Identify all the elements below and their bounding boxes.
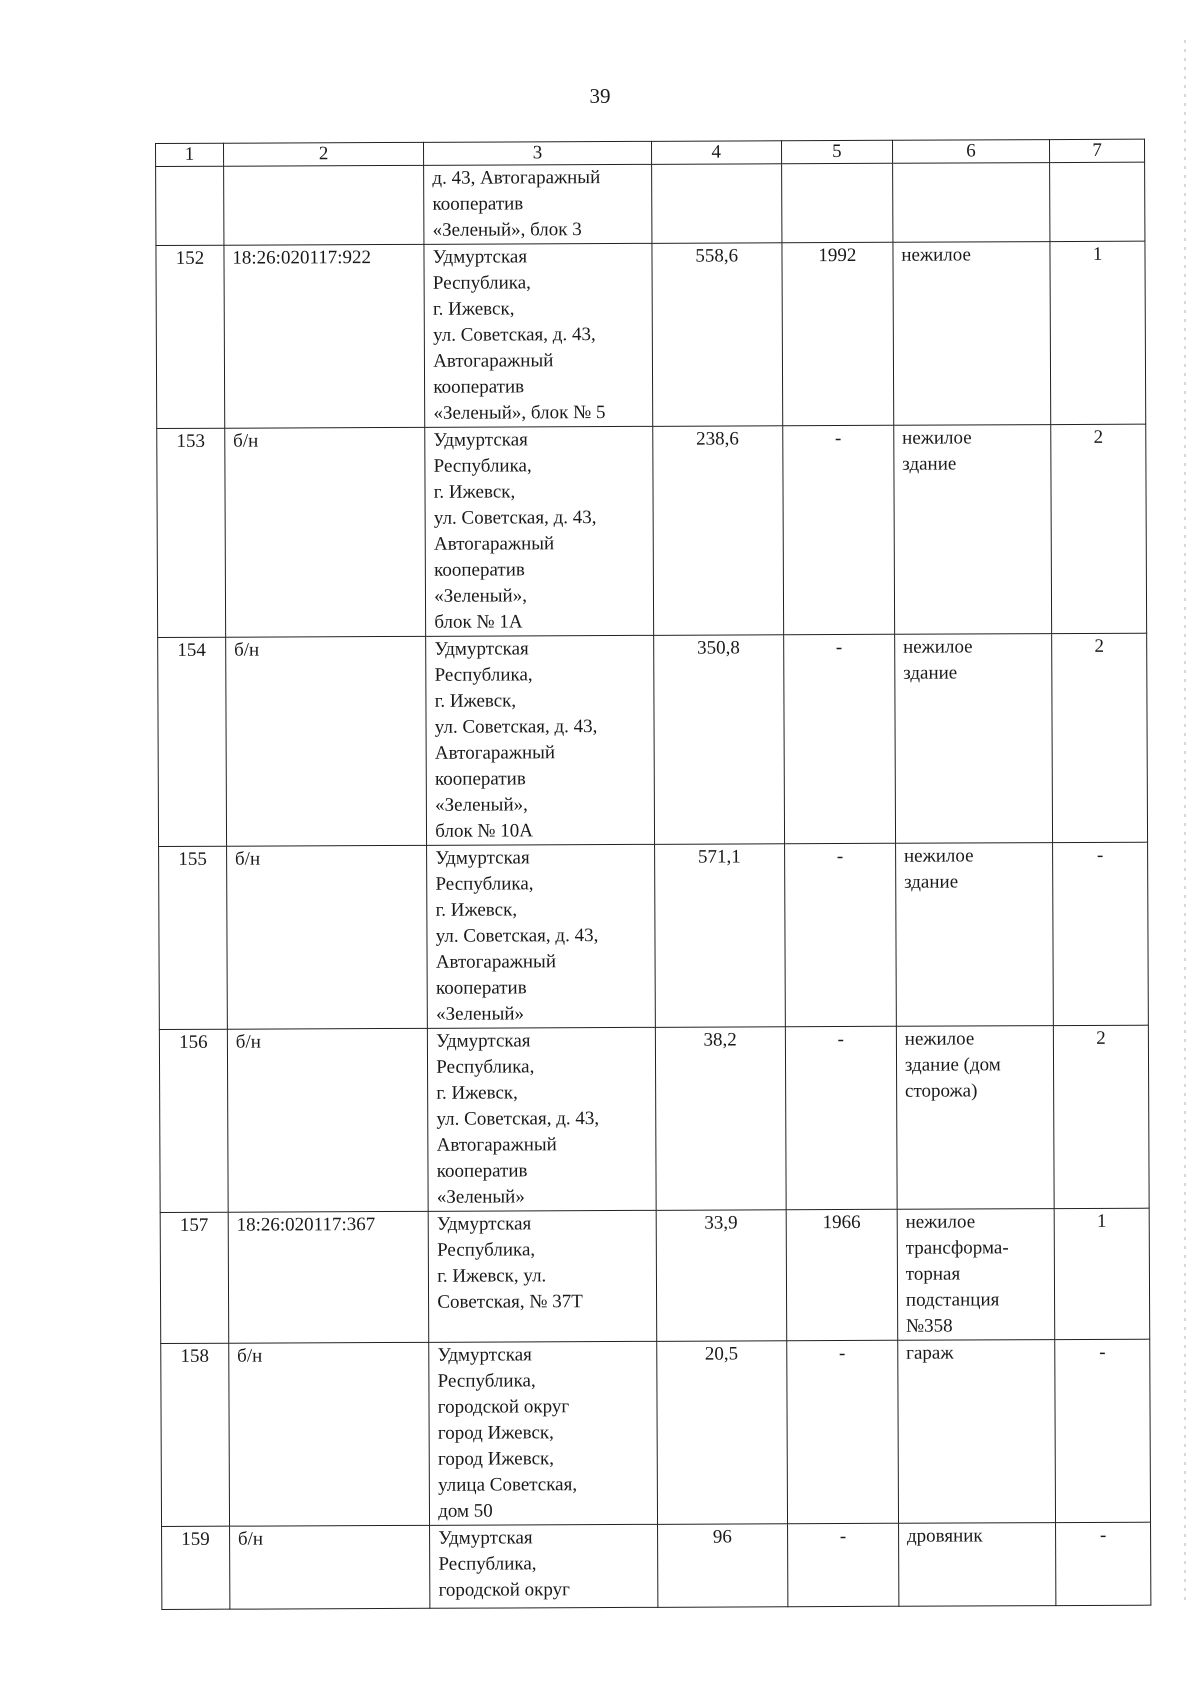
address: Удмуртская Республика, г. Ижевск, ул. Советская, № 37Т (428, 1210, 656, 1342)
category: 1 (1054, 1208, 1149, 1339)
address: Удмуртская Республика, г. Ижевск, ул. Советская, д. 43, Автогаражный кооператив «Зеленый» (428, 1027, 656, 1211)
category: 1 (1050, 241, 1146, 424)
category: - (1056, 1522, 1151, 1605)
cadastral-number: 18:26:020117:367 (228, 1211, 429, 1343)
table-row (156, 162, 1145, 245)
purpose: нежилое (893, 242, 1051, 426)
scan-edge-artifact (1184, 40, 1186, 1600)
property-register-table (155, 139, 1151, 1610)
year: - (787, 1523, 898, 1606)
year: - (784, 843, 896, 1026)
table-row (159, 1025, 1149, 1212)
cadastral-number: б/н (227, 1028, 428, 1212)
table-row (156, 241, 1146, 428)
row-number: 154 (158, 637, 227, 846)
purpose: нежилое здание (дом сторожа) (896, 1026, 1054, 1210)
category: - (1055, 1339, 1151, 1522)
address: Удмуртская Республика, городской округ (430, 1524, 658, 1608)
category: 2 (1052, 633, 1148, 842)
table-row (158, 633, 1148, 846)
column-header: 5 (781, 140, 892, 163)
area: 20,5 (656, 1341, 787, 1525)
table-row (157, 424, 1147, 637)
cadastral-number: б/н (229, 1525, 430, 1609)
column-header: 3 (424, 141, 651, 165)
category: 2 (1053, 1025, 1149, 1208)
table-row (159, 842, 1149, 1029)
row-number: 158 (161, 1343, 230, 1526)
year: - (783, 425, 895, 634)
row-number: 152 (156, 245, 225, 428)
purpose: нежилое здание (895, 843, 1053, 1027)
purpose: нежилое здание (894, 425, 1052, 635)
row-number: 156 (159, 1029, 228, 1212)
page-number: 39 (589, 84, 611, 108)
year: - (784, 634, 896, 843)
area: 238,6 (652, 426, 783, 636)
cadastral-number: б/н (226, 636, 427, 846)
address: д. 43, Автогаражный кооператив «Зеленый», блок 3 (424, 164, 652, 244)
year: 1992 (782, 242, 894, 425)
address: Удмуртская Республика, городской округ город Ижевск, город Ижевск, улица Советская, дом 50 (429, 1341, 657, 1525)
address: Удмуртская Республика, г. Ижевск, ул. Советская, д. 43, Автогаражный кооператив «Зеленый», блок № 5 (424, 243, 652, 427)
area: 350,8 (653, 635, 784, 845)
category: - (1053, 842, 1149, 1025)
year: - (787, 1340, 899, 1523)
row-number: 157 (160, 1212, 228, 1343)
category: 2 (1051, 424, 1147, 633)
column-header: 1 (156, 143, 224, 166)
year: 1966 (786, 1209, 898, 1340)
column-header: 6 (892, 140, 1049, 164)
area: 558,6 (651, 243, 782, 427)
address: Удмуртская Республика, г. Ижевск, ул. Советская, д. 43, Автогаражный кооператив «Зеленый», блок № 10А (426, 635, 654, 845)
year (781, 163, 892, 242)
area: 33,9 (656, 1210, 787, 1342)
address: Удмуртская Республика, г. Ижевск, ул. Советская, д. 43, Автогаражный кооператив «Зеленый», блок № 1А (425, 426, 653, 636)
cadastral-number: б/н (226, 845, 427, 1029)
table-row (160, 1208, 1150, 1343)
row-number: 155 (159, 846, 228, 1029)
cadastral-number: 18:26:020117:922 (224, 244, 425, 428)
area: 571,1 (654, 844, 785, 1028)
purpose: нежилое трансформа- торная подстанция №358 (897, 1209, 1055, 1341)
cadastral-number (223, 165, 424, 245)
purpose: гараж (898, 1340, 1056, 1524)
row-number: 153 (157, 428, 226, 637)
table-row (161, 1339, 1151, 1526)
cadastral-number: б/н (229, 1342, 430, 1526)
column-header: 2 (223, 142, 423, 166)
row-number (156, 166, 224, 245)
cadastral-number: б/н (225, 427, 426, 637)
purpose (892, 163, 1050, 243)
column-header: 7 (1050, 139, 1145, 162)
purpose: дровяник (898, 1523, 1056, 1607)
area: 96 (657, 1524, 788, 1608)
area (651, 164, 782, 244)
column-header: 4 (651, 141, 781, 165)
year: - (785, 1026, 897, 1209)
address: Удмуртская Республика, г. Ижевск, ул. Советская, д. 43, Автогаражный кооператив «Зеленый» (427, 844, 655, 1028)
purpose: нежилое здание (894, 634, 1052, 844)
area: 38,2 (655, 1027, 786, 1211)
category (1050, 162, 1145, 241)
row-number: 159 (162, 1526, 230, 1609)
table-row (162, 1522, 1151, 1609)
